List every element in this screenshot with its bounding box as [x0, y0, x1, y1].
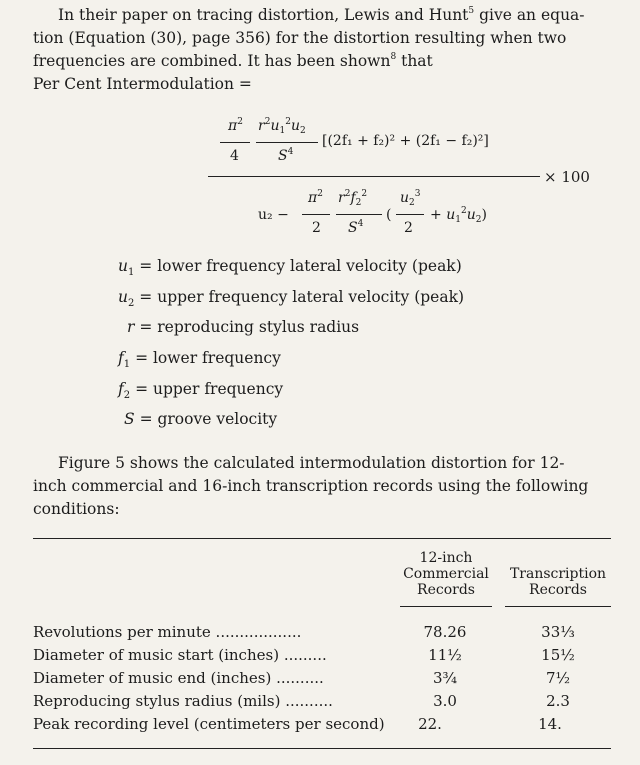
definition-f2: $f_2$ = upper frequency: [118, 380, 284, 401]
eq-den-u2-cubed: $u_2^3$: [400, 189, 421, 208]
definition-S: S = groove velocity: [124, 410, 278, 428]
col-header-commercial: 12-inch Commercial Records: [403, 550, 489, 598]
eq-S4: $S^4$: [278, 147, 294, 164]
intro-line-4: Per Cent Intermodulation =: [33, 75, 252, 93]
intro-line-2: tion (Equation (30), page 356) for the distortion resulting when two: [33, 29, 567, 47]
table-cell-commercial: 11½: [428, 646, 462, 664]
eq-bracket-terms: [(2f₁ + f₂)² + (2f₁ − f₂)²]: [322, 133, 489, 149]
eq-den-two: 2: [312, 220, 321, 236]
eq-denominator-lead: u₂ −: [258, 207, 289, 223]
table-top-rule: [33, 538, 611, 539]
eq-den-two-b: 2: [404, 220, 413, 236]
eq-times-100: × 100: [544, 168, 590, 186]
eq-den-paren-open: (: [386, 207, 392, 223]
eq-fraction-bar: [396, 214, 424, 215]
table-cell-transcription: 7½: [545, 669, 571, 687]
eq-numerator-term: $r^2u_1^2u_2$: [258, 117, 306, 136]
col-header-transcription: Transcription Records: [509, 566, 607, 598]
eq-fraction-bar: [302, 214, 330, 215]
intro-line-3: frequencies are combined. It has been shown$^8$ that: [33, 52, 433, 70]
definition-r: r = reproducing stylus radius: [127, 318, 360, 336]
eq-main-fraction-bar: [208, 176, 540, 177]
table-cell-transcription: 14.: [538, 715, 562, 733]
definition-u1: $u_1$ = lower frequency lateral velocity (peak): [118, 257, 462, 278]
eq-fraction-bar: [336, 214, 382, 215]
col-header-rule-2: [505, 606, 611, 607]
eq-den-tail: + $u_1^2u_2$): [430, 206, 487, 225]
eq-den-r2f2: $r^2f_2^2$: [338, 189, 368, 208]
definition-f1: $f_1$ = lower frequency: [118, 349, 281, 370]
footnote-ref-5: 5: [468, 6, 475, 16]
table-row: Revolutions per minute ..................: [33, 623, 302, 641]
eq-fraction-bar: [220, 142, 250, 143]
table-cell-transcription: 2.3: [546, 692, 570, 710]
eq-den-pi-squared: $\pi^2$: [308, 189, 323, 206]
table-row: Diameter of music start (inches) .........: [33, 646, 327, 664]
table-cell-transcription: 33⅓: [541, 623, 575, 641]
figure-para-line-3: conditions:: [33, 500, 120, 518]
table-cell-commercial: 22.: [418, 715, 442, 733]
table-bottom-rule: [33, 748, 611, 749]
eq-four: 4: [230, 148, 239, 164]
col-header-rule-1: [400, 606, 492, 607]
eq-den-S4: $S^4$: [348, 219, 364, 236]
eq-fraction-bar: [256, 142, 318, 143]
table-cell-commercial: 3.0: [433, 692, 457, 710]
table-cell-transcription: 15½: [541, 646, 575, 664]
table-row: Peak recording level (centimeters per second): [33, 715, 385, 733]
figure-para-line-2: inch commercial and 16-inch transcription records using the following: [33, 477, 589, 495]
table-cell-commercial: 3¾: [432, 669, 458, 687]
table-row: Reproducing stylus radius (mils) ..........: [33, 692, 333, 710]
intro-line-1: In their paper on tracing distortion, Lewis and Hunt$^5$ give an equa-: [58, 6, 585, 24]
table-cell-commercial: 78.26: [423, 623, 467, 641]
eq-pi-squared: $\pi^2$: [228, 117, 243, 134]
table-row: Diameter of music end (inches) ..........: [33, 669, 324, 687]
figure-para-line-1: Figure 5 shows the calculated intermodulation distortion for 12-: [58, 454, 565, 472]
definition-u2: $u_2$ = upper frequency lateral velocity (peak): [118, 288, 465, 309]
footnote-ref-8: 8: [390, 52, 397, 62]
